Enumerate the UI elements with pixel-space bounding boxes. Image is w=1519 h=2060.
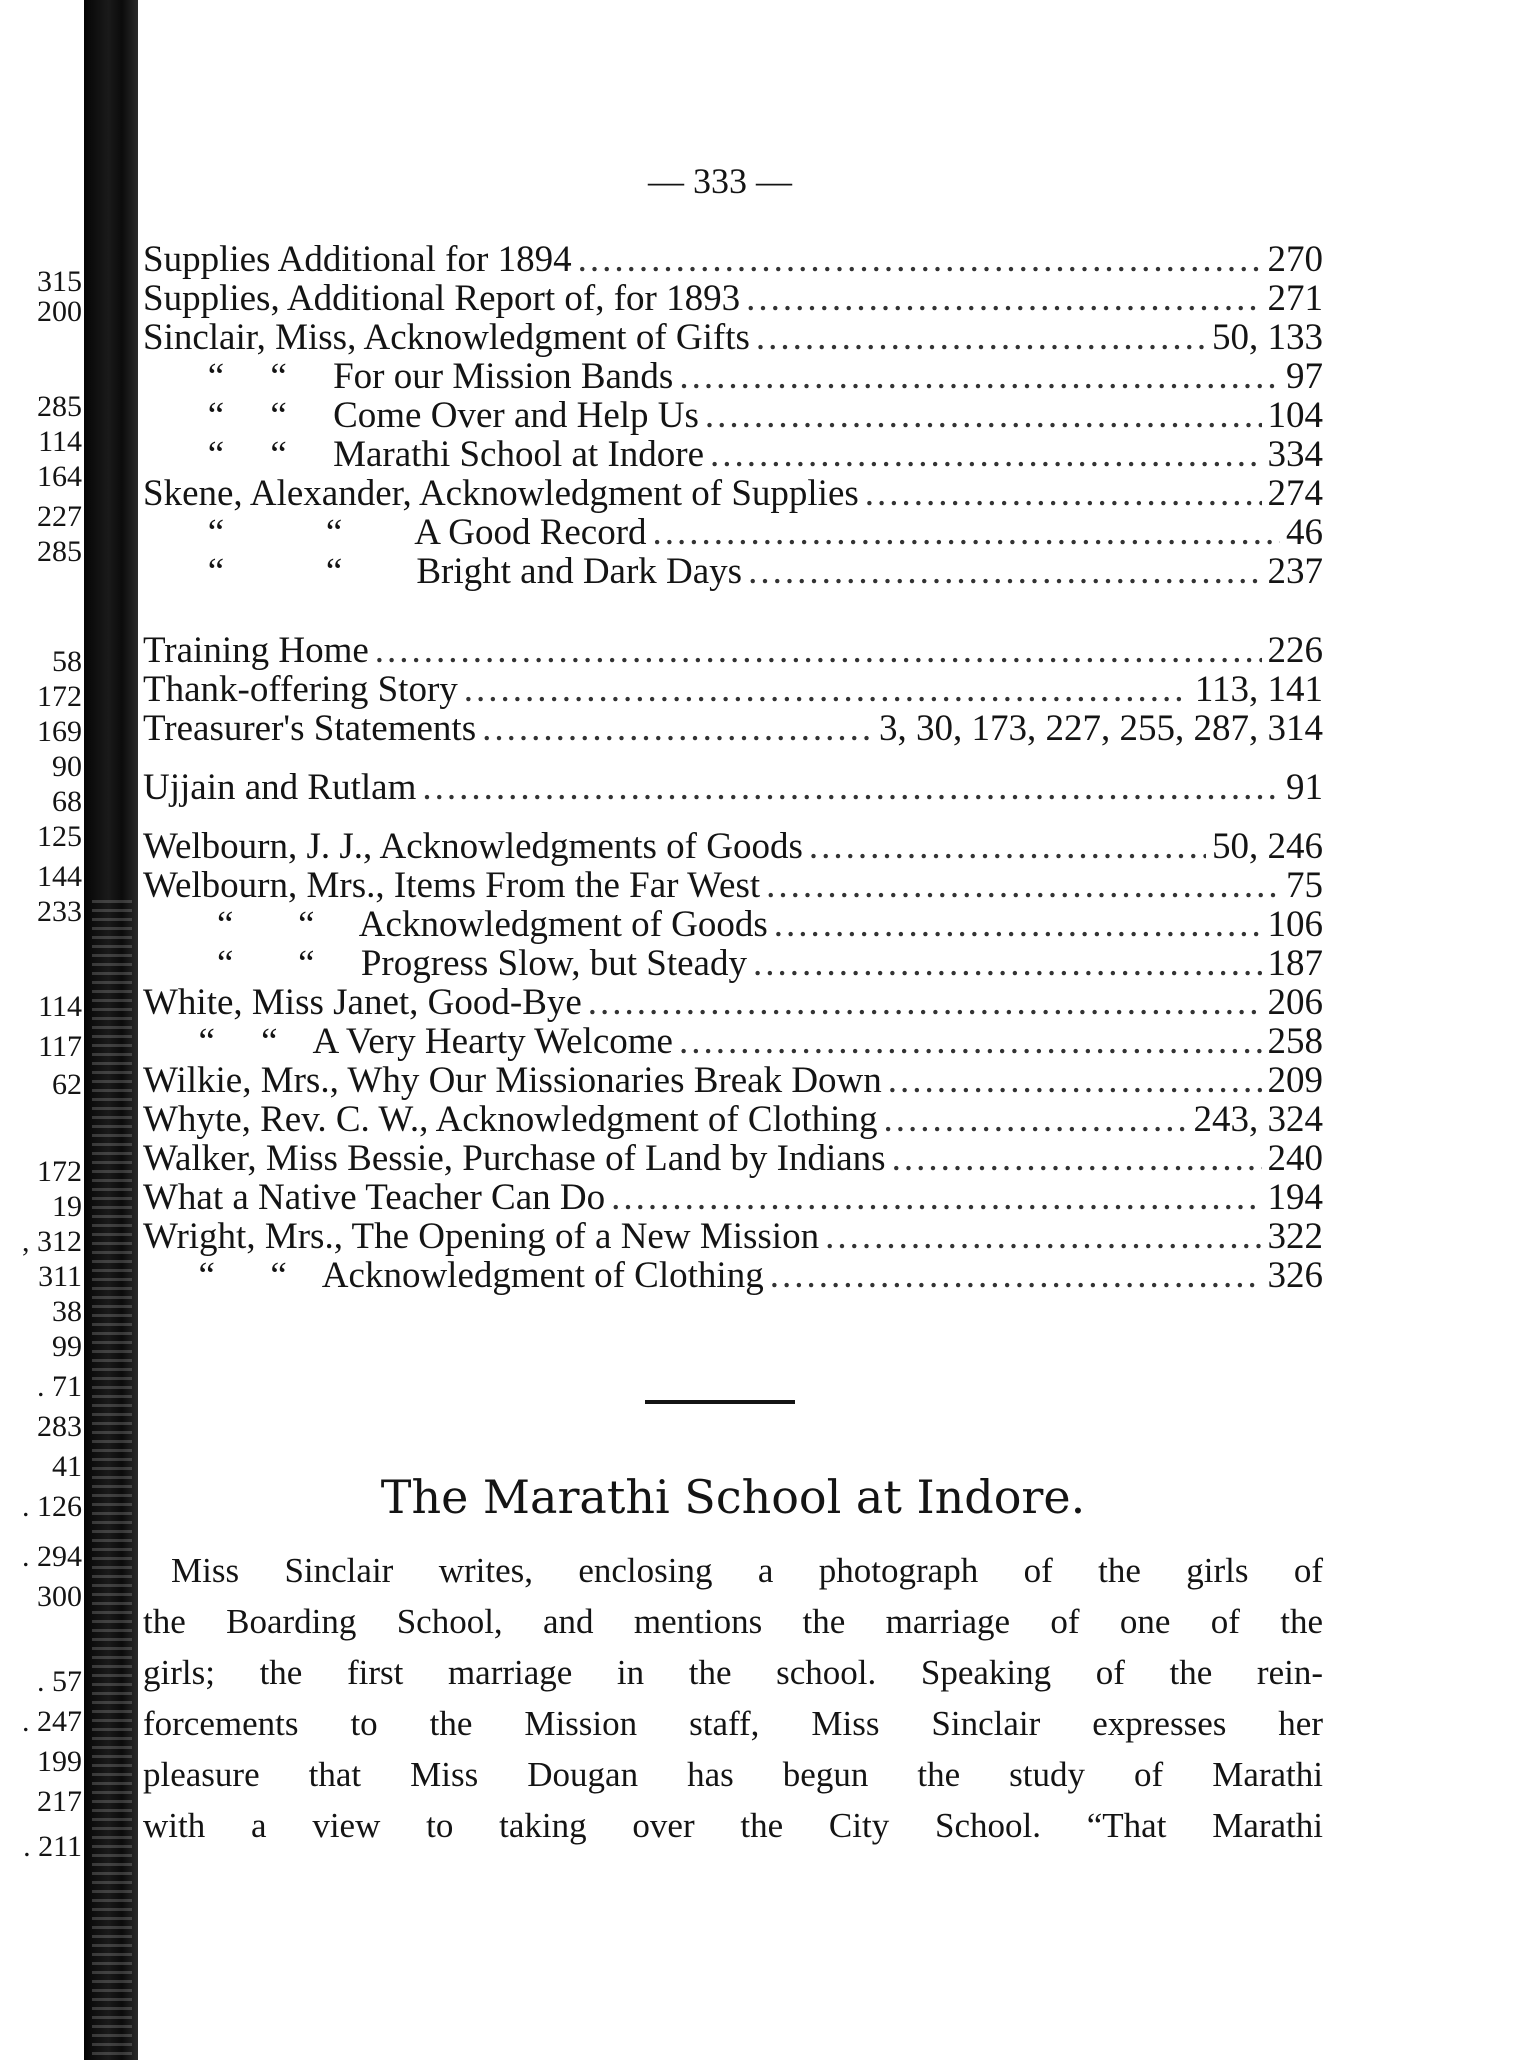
entry-title: Skene, Alexander, Acknowledgment of Supplies bbox=[143, 473, 859, 514]
margin-number: 217 bbox=[37, 1785, 82, 1818]
index-entry bbox=[143, 394, 1323, 436]
margin-number: 315 bbox=[37, 265, 82, 298]
body-line: girls; the first marriage in the school. Speaking of the rein- bbox=[143, 1653, 1323, 1692]
index-entry bbox=[143, 1020, 1323, 1062]
margin-number: 144 bbox=[37, 860, 82, 893]
index-entry bbox=[143, 825, 1323, 867]
entry-title: “ “ Acknowledgment of Goods bbox=[143, 904, 768, 945]
group-spacer bbox=[143, 589, 1323, 629]
body-line: Miss Sinclair writes, enclosing a photograph of the girls of bbox=[171, 1551, 1323, 1590]
margin-number: . 247 bbox=[22, 1705, 82, 1738]
book-binding-spine bbox=[84, 0, 138, 2060]
entry-title: “ “ Marathi School at Indore bbox=[143, 434, 705, 475]
leader-dots bbox=[770, 1254, 1262, 1297]
entry-title: “ “ A Very Hearty Welcome bbox=[143, 1021, 673, 1062]
entry-pages: 243, 324 bbox=[1193, 1099, 1323, 1140]
entry-pages: 75 bbox=[1286, 865, 1323, 906]
margin-number: 90 bbox=[52, 750, 82, 783]
index-entry bbox=[143, 511, 1323, 553]
margin-number: . 71 bbox=[37, 1370, 82, 1403]
leader-dots bbox=[482, 707, 873, 750]
leader-dots bbox=[710, 433, 1261, 476]
leader-dots bbox=[753, 942, 1262, 985]
index-entry bbox=[143, 1215, 1323, 1257]
entry-title: Thank-offering Story bbox=[143, 669, 458, 710]
leader-dots bbox=[883, 1098, 1187, 1141]
entry-pages: 194 bbox=[1267, 1177, 1323, 1218]
margin-number: 41 bbox=[52, 1450, 82, 1483]
entry-pages: 206 bbox=[1267, 982, 1323, 1023]
entry-pages: 270 bbox=[1267, 239, 1323, 280]
leader-dots bbox=[422, 766, 1280, 809]
index-entry bbox=[143, 1098, 1323, 1140]
margin-number: 283 bbox=[37, 1410, 82, 1443]
leader-dots bbox=[865, 472, 1262, 515]
margin-number: 311 bbox=[38, 1260, 82, 1293]
margin-number: . 57 bbox=[37, 1665, 82, 1698]
entry-pages: 106 bbox=[1267, 904, 1323, 945]
leader-dots bbox=[705, 394, 1262, 437]
index-entry bbox=[143, 864, 1323, 906]
entry-pages: 97 bbox=[1286, 356, 1323, 397]
entry-pages: 91 bbox=[1286, 767, 1323, 808]
leader-dots bbox=[578, 238, 1262, 281]
leader-dots bbox=[888, 1059, 1262, 1102]
entry-pages: 113, 141 bbox=[1194, 669, 1323, 710]
index-entry bbox=[143, 355, 1323, 397]
margin-number: 99 bbox=[52, 1330, 82, 1363]
entry-title: Welbourn, J. J., Acknowledgments of Goods bbox=[143, 826, 803, 867]
leader-dots bbox=[825, 1215, 1261, 1258]
entry-pages: 226 bbox=[1267, 630, 1323, 671]
entry-pages: 104 bbox=[1267, 395, 1323, 436]
body-line: pleasure that Miss Dougan has begun the study of Marathi bbox=[143, 1755, 1323, 1794]
margin-number: 114 bbox=[38, 990, 82, 1023]
leader-dots bbox=[375, 629, 1262, 672]
margin-number: 233 bbox=[37, 895, 82, 928]
margin-number: 58 bbox=[52, 645, 82, 678]
entry-title: “ “ Progress Slow, but Steady bbox=[143, 943, 747, 984]
margin-number: 117 bbox=[38, 1030, 82, 1063]
entry-title: What a Native Teacher Can Do bbox=[143, 1177, 606, 1218]
index-entry bbox=[143, 707, 1323, 749]
leader-dots bbox=[748, 550, 1261, 593]
leader-dots bbox=[774, 903, 1262, 946]
body-line: with a view to taking over the City School. “That Marathi bbox=[143, 1806, 1323, 1845]
index-entry bbox=[143, 903, 1323, 945]
body-line: forcements to the Mission staff, Miss Sinclair expresses her bbox=[143, 1704, 1323, 1743]
entry-pages: 274 bbox=[1267, 473, 1323, 514]
entry-title: “ “ Bright and Dark Days bbox=[143, 551, 743, 592]
entry-pages: 3, 30, 173, 227, 255, 287, 314 bbox=[879, 708, 1323, 749]
index-entry bbox=[143, 550, 1323, 592]
index-entry bbox=[143, 316, 1323, 358]
page-number: — 333 — bbox=[648, 161, 792, 201]
index-entry bbox=[143, 238, 1323, 280]
margin-number: 172 bbox=[37, 680, 82, 713]
entry-pages: 271 bbox=[1267, 278, 1323, 319]
entry-pages: 209 bbox=[1267, 1060, 1323, 1101]
leader-dots bbox=[679, 1020, 1262, 1063]
leader-dots bbox=[611, 1176, 1261, 1219]
leader-dots bbox=[809, 825, 1206, 868]
entry-pages: 258 bbox=[1267, 1021, 1323, 1062]
margin-number: 19 bbox=[52, 1190, 82, 1223]
entry-title: Sinclair, Miss, Acknowledgment of Gifts bbox=[143, 317, 750, 358]
entry-pages: 240 bbox=[1267, 1138, 1323, 1179]
entry-pages: 46 bbox=[1286, 512, 1323, 553]
margin-number: 285 bbox=[37, 390, 82, 423]
entry-title: White, Miss Janet, Good-Bye bbox=[143, 982, 582, 1023]
body-line: the Boarding School, and mentions the marriage of one of the bbox=[143, 1602, 1323, 1641]
index-entry bbox=[143, 942, 1323, 984]
index-entry bbox=[143, 1137, 1323, 1179]
margin-number: , 312 bbox=[22, 1225, 82, 1258]
margin-number: . 294 bbox=[22, 1540, 82, 1573]
entry-pages: 187 bbox=[1267, 943, 1323, 984]
margin-number: 68 bbox=[52, 785, 82, 818]
margin-number: 164 bbox=[37, 460, 82, 493]
entry-pages: 334 bbox=[1267, 434, 1323, 475]
entry-title: “ “ Come Over and Help Us bbox=[143, 395, 699, 436]
index-entry bbox=[143, 433, 1323, 475]
entry-title: Wright, Mrs., The Opening of a New Mission bbox=[143, 1216, 820, 1257]
leader-dots bbox=[588, 981, 1262, 1024]
leader-dots bbox=[892, 1137, 1262, 1180]
leader-dots bbox=[746, 277, 1261, 320]
index-entry bbox=[143, 1254, 1323, 1296]
margin-number: 199 bbox=[37, 1745, 82, 1778]
entry-title: “ “ A Good Record bbox=[143, 512, 647, 553]
entry-title: Wilkie, Mrs., Why Our Missionaries Break Down bbox=[143, 1060, 882, 1101]
entry-title: Welbourn, Mrs., Items From the Far West bbox=[143, 865, 761, 906]
entry-title: “ “ For our Mission Bands bbox=[143, 356, 674, 397]
leader-dots bbox=[756, 316, 1206, 359]
entry-pages: 322 bbox=[1267, 1216, 1323, 1257]
index-list bbox=[143, 238, 1323, 1296]
margin-number: 172 bbox=[37, 1155, 82, 1188]
leader-dots bbox=[766, 864, 1280, 907]
entry-title: Training Home bbox=[143, 630, 369, 671]
entry-title: Supplies Additional for 1894 bbox=[143, 239, 572, 280]
section-divider bbox=[645, 1400, 795, 1404]
entry-title: Walker, Miss Bessie, Purchase of Land by Indians bbox=[143, 1138, 886, 1179]
index-entry bbox=[143, 472, 1323, 514]
entry-title: “ “ Acknowledgment of Clothing bbox=[143, 1255, 764, 1296]
leader-dots bbox=[464, 668, 1189, 711]
index-entry bbox=[143, 1059, 1323, 1101]
index-entry bbox=[143, 668, 1323, 710]
entry-title: Treasurer's Statements bbox=[143, 708, 477, 749]
leader-dots bbox=[679, 355, 1280, 398]
index-entry bbox=[143, 277, 1323, 319]
margin-number: 114 bbox=[38, 425, 82, 458]
margin-number: 169 bbox=[37, 715, 82, 748]
entry-pages: 50, 133 bbox=[1212, 317, 1323, 358]
margin-number: 300 bbox=[37, 1580, 82, 1613]
entry-title: Whyte, Rev. C. W., Acknowledgment of Clothing bbox=[143, 1099, 878, 1140]
index-entry bbox=[143, 766, 1323, 808]
entry-pages: 237 bbox=[1267, 551, 1323, 592]
margin-number: 62 bbox=[52, 1068, 82, 1101]
article-heading: The Marathi School at Indore. bbox=[380, 1470, 1086, 1524]
leader-dots bbox=[653, 511, 1280, 554]
margin-number: . 126 bbox=[22, 1490, 82, 1523]
index-entry bbox=[143, 1176, 1323, 1218]
margin-number: 125 bbox=[37, 820, 82, 853]
article-body bbox=[143, 1545, 1323, 1851]
margin-number: 200 bbox=[37, 295, 82, 328]
entry-title: Supplies, Additional Report of, for 1893 bbox=[143, 278, 741, 319]
index-entry bbox=[143, 629, 1323, 671]
index-entry bbox=[143, 981, 1323, 1023]
margin-number: 285 bbox=[37, 535, 82, 568]
entry-pages: 50, 246 bbox=[1212, 826, 1323, 867]
margin-number: 38 bbox=[52, 1295, 82, 1328]
margin-number: 227 bbox=[37, 500, 82, 533]
margin-number: . 211 bbox=[23, 1830, 82, 1863]
entry-pages: 326 bbox=[1267, 1255, 1323, 1296]
entry-title: Ujjain and Rutlam bbox=[143, 767, 417, 808]
